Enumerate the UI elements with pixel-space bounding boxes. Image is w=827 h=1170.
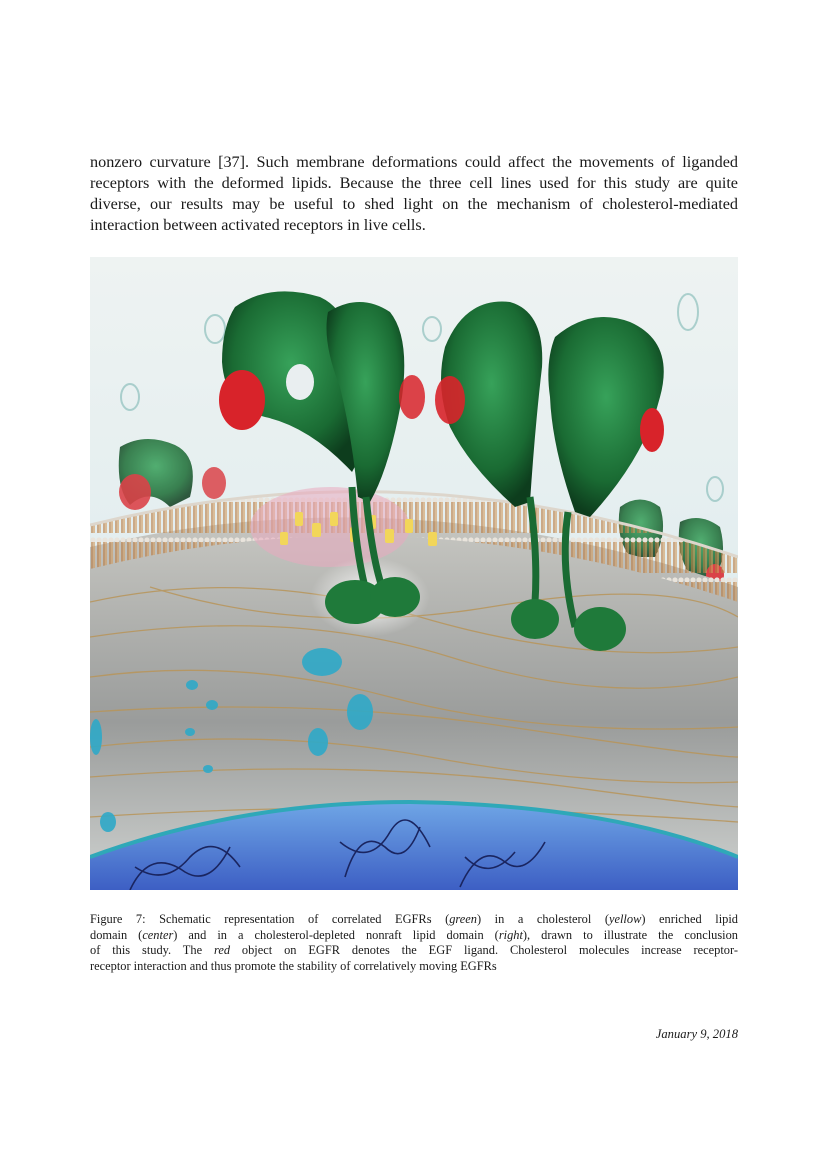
figure-caption [90, 912, 738, 974]
caption-line-2 [90, 928, 738, 944]
caption-text: ), drawn to illustrate the conclusion [522, 927, 738, 942]
caption-text: of this study. The [90, 943, 214, 958]
caption-line-1 [90, 912, 738, 928]
caption-text: ) enriched lipid [641, 912, 738, 926]
body-line-2: receptors with the deformed lipids. Because the three cell lines used for this study are quite [90, 174, 738, 192]
body-line-4: interaction between activated receptors in live cells. [90, 216, 426, 234]
caption-text: object on EGFR denotes the EGF ligand. Cholesterol molecules increase receptor- [230, 943, 739, 958]
page-date: January 9, 2018 [655, 1027, 738, 1041]
caption-term-red: red [213, 943, 231, 958]
caption-text: domain ( [90, 927, 143, 942]
caption-term-center: center [142, 927, 174, 942]
figure-7-illustration [90, 257, 738, 890]
caption-text: ) and in a cholesterol-depleted nonraft lipid domain ( [173, 927, 499, 942]
caption-line-3 [90, 943, 738, 959]
caption-term-right: right [498, 927, 523, 942]
body-line-1: nonzero curvature [37]. Such membrane deformations could affect the movements of liganded [90, 153, 738, 171]
caption-term-green: green [449, 912, 477, 926]
body-paragraph [90, 152, 738, 236]
caption-term-yellow: yellow [608, 912, 642, 926]
body-line-3: diverse, our results may be useful to shed light on the mechanism of cholesterol-mediated [90, 195, 738, 213]
caption-line-4: receptor interaction and thus promote the stability of correlatively moving EGFRs [90, 958, 497, 973]
caption-text: ) in a cholesterol ( [476, 912, 609, 926]
caption-text: Figure 7: Schematic representation of correlated EGFRs ( [90, 912, 450, 926]
